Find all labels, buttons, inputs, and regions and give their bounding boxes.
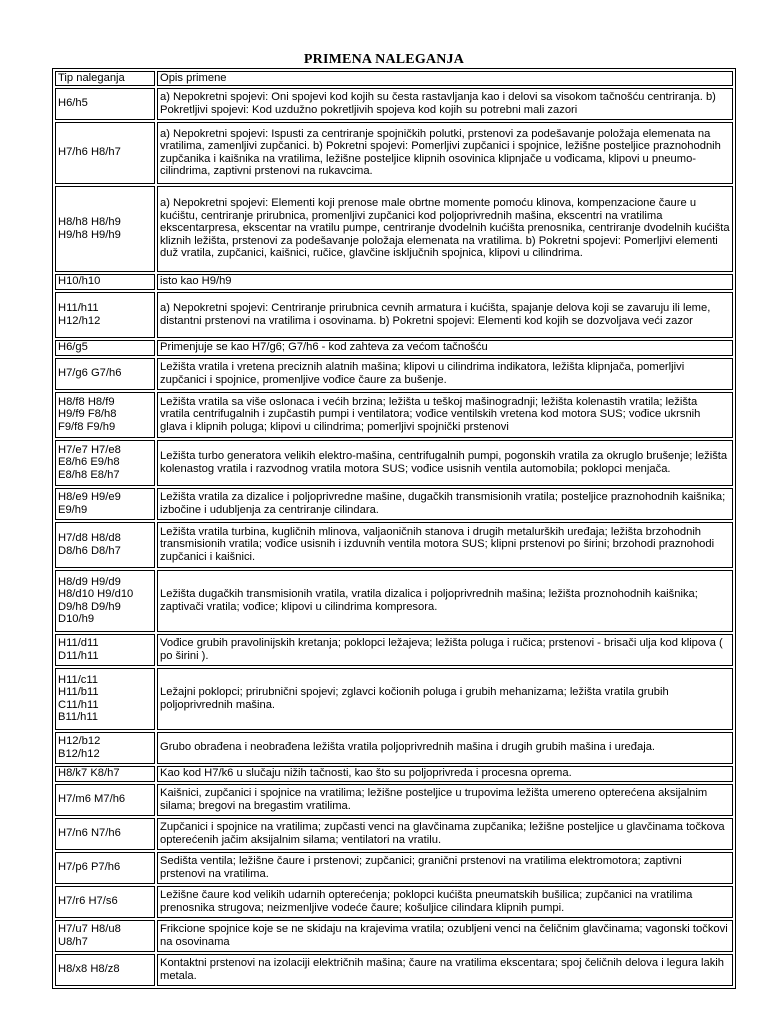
fit-type-cell: H10/h10 <box>55 274 155 290</box>
description-cell: Frikcione spojnice koje se ne skidaju na krajevima vratila; ozubljeni venci na čeličnim glavčinama; vagonski točkovi na osovinama <box>157 920 733 952</box>
description-cell: Ležišta turbo generatora velikih elektro-mašina, centrifugalnih pumpi, pogonskih vratila za okruglo brušenje; ležišta kolenastog vratila i razvodnog vratila motora SUS; vođice usisnih ventila automobila; poklopci menjača. <box>157 440 733 486</box>
table-row <box>55 358 733 390</box>
fit-type-cell: H7/e7 H7/e8 E8/h6 E9/h8 E8/h8 E8/h7 <box>55 440 155 486</box>
description-cell: a) Nepokretni spojevi: Elementi koji prenose male obrtne momente pomoću klinova, kompenzacione čaure u kućištu, centriranje prirubnica, promenljivi zupčanici kod poljoprivrednih mašina, ekscentri na vratilima ekscentarpresa, ekscentar na vratilu pumpe, centriranje dvodelnih kućišta prenosnika, centriranje dvodelnih kućišta kliznih ležišta, prstenovi za podešavanje položaja elemenata na vratilima. b) Pokretni spojevi: Pomerljivi elementi duž vratila, zupčanici, kaišnici, ručice, glavčine isključnih spojnica, klipovi u cilindrima. <box>157 186 733 272</box>
description-cell: Ležajni poklopci; prirubnični spojevi; zglavci kočionih poluga i grubih mehanizama; ležišta vratila grubih poljoprivrednih mašina. <box>157 668 733 730</box>
fit-type-cell: H7/u7 H8/u8 U8/h7 <box>55 920 155 952</box>
description-cell: Ležišta vratila za dizalice i poljoprivredne mašine, dugačkih transmisionih vratila; posteljice praznohodnih kaišnika; izbočine i udubljenja za centriranje cilindara. <box>157 488 733 520</box>
fit-type-cell: H11/d11 D11/h11 <box>55 634 155 666</box>
fit-type-cell: H8/f8 H8/f9 H9/f9 F8/h8 F9/f8 F9/h9 <box>55 392 155 438</box>
description-cell: Ležišta vratila sa više oslonaca i većih brzina; ležišta u teškoj mašinogradnji; ležišta kolenastih vratila; ležišta vratila centrifugalnih i zupčastih pumpi i ventilatora; vođice ventilskih vretena kod motora SUS; vođice ukrsnih glava i klipnih poluga; klipovi u cilindrima; pomerljivi spojnički prstenovi <box>157 392 733 438</box>
header-fit-type: Tip naleganja <box>55 71 155 86</box>
description-cell: Kontaktni prstenovi na izolaciji električnih mašina; čaure na vratilima ekscentara; spoj čeličnih delova i legura lakih metala. <box>157 954 733 986</box>
table-row <box>55 340 733 356</box>
page-title: PRIMENA NALEGANJA <box>303 52 465 67</box>
description-cell: a) Nepokretni spojevi: Centriranje prirubnica cevnih armatura i kućišta, spajanje delova koji se zavaruju ili leme, distantni prstenovi na vratilima i osovinama. b) Pokretni spojevi: Elementi kod kojih se dozvoljava veći zazor <box>157 292 733 338</box>
table-row <box>55 818 733 850</box>
description-cell: Ležišta vratila i vretena preciznih alatnih mašina; klipovi u cilindrima indikatora, ležišta klipnjača, pomerljivi zupčanici i spojnice, promenljive vođice čaure za bušenje. <box>157 358 733 390</box>
table-row <box>55 122 733 184</box>
fits-table-body <box>55 71 733 986</box>
table-row <box>55 954 733 986</box>
fit-type-cell: H6/g5 <box>55 340 155 356</box>
table-row <box>55 668 733 730</box>
description-cell: Ležišta dugačkih transmisionih vratila, vratila dizalica i poljoprivrednih mašina; ležišta proznohodnih kaišnika; zaptivači vratila; vođice; klipovi u cilindrima kompresora. <box>157 570 733 632</box>
description-cell: Vođice grubih pravolinijskih kretanja; poklopci ležajeva; ležišta poluga i ručica; prstenovi - brisači ulja kod klipova ( po širini ). <box>157 634 733 666</box>
description-cell: a) Nepokretni spojevi: Oni spojevi kod kojih su česta rastavljanja kao i delovi sa visokom tačnošću centriranja. b) Pokretljivi spojevi: Kod uzdužno pokretljivih spojeva kod kojih su potrebni mali zazori <box>157 88 733 120</box>
table-row <box>55 292 733 338</box>
fit-type-cell: H7/r6 H7/s6 <box>55 886 155 918</box>
table-row <box>55 570 733 632</box>
table-header-row <box>55 71 733 86</box>
table-row <box>55 784 733 816</box>
description-cell: Zupčanici i spojnice na vratilima; zupčasti venci na glavčinama zupčanika; ležišne posteljice u glavčinama točkova opterećenih jačim aksijalnim silama; ventilatori na vratilu. <box>157 818 733 850</box>
fit-type-cell: H7/g6 G7/h6 <box>55 358 155 390</box>
fit-type-cell: H11/h11 H12/h12 <box>55 292 155 338</box>
table-row <box>55 392 733 438</box>
description-cell: Sedišta ventila; ležišne čaure i prstenovi; zupčanici; granični prstenovi na vratilima elektromotora; zaptivni prstenovi na vratilima. <box>157 852 733 884</box>
fit-type-cell: H6/h5 <box>55 88 155 120</box>
fit-type-cell: H8/k7 K8/h7 <box>55 766 155 782</box>
description-cell: Kaišnici, zupčanici i spojnice na vratilima; ležišne posteljice u trupovima ležišta umereno opterećena aksijalnim silama; bregovi na bregastim vratilima. <box>157 784 733 816</box>
description-cell: a) Nepokretni spojevi: Ispusti za centriranje spojničkih polutki, prstenovi za podešavanje položaja elemenata na vratilima, zamenljivi zupčanici. b) Pokretni spojevi: Pomerljivi zupčanici i spojnice, ležišne posteljice praznohodnih zupčanika i kaišnika na vratilima, ležišne posteljice klipnih osovinica klipnjače u vođicama, klipovi u pneumo-cilindrima, zaptivni prstenovi na rukavcima. <box>157 122 733 184</box>
fit-type-cell: H12/b12 B12/h12 <box>55 732 155 764</box>
fit-type-cell: H8/h8 H8/h9 H9/h8 H9/h9 <box>55 186 155 272</box>
description-cell: isto kao H9/h9 <box>157 274 733 290</box>
fit-type-cell: H7/p6 P7/h6 <box>55 852 155 884</box>
table-row <box>55 886 733 918</box>
description-cell: Ležišne čaure kod velikih udarnih opterećenja; poklopci kućišta pneumatskih bušilica; zupčanici na vratilima prenosnika strugova; neizmenljive vodeće čaure; košuljice cilindara klipnih pumpi. <box>157 886 733 918</box>
table-row <box>55 920 733 952</box>
table-row <box>55 186 733 272</box>
table-row <box>55 440 733 486</box>
description-cell: Primenjuje se kao H7/g6; G7/h6 - kod zahteva za većom tačnošću <box>157 340 733 356</box>
table-row <box>55 88 733 120</box>
header-description: Opis primene <box>157 71 733 86</box>
fit-type-cell: H8/x8 H8/z8 <box>55 954 155 986</box>
table-row <box>55 522 733 568</box>
description-cell: Grubo obrađena i neobrađena ležišta vratila poljoprivrednih mašina i drugih grubih mašina i uređaja. <box>157 732 733 764</box>
table-row <box>55 852 733 884</box>
fits-table <box>52 68 736 989</box>
table-row <box>55 634 733 666</box>
description-cell: Ležišta vratila turbina, kugličnih mlinova, valjaoničnih stanova i drugih metalurških uređaja; ležišta brzohodnih transmisionih vratila; vođice usisnih i izduvnih ventila motora SUS; klipni prstenovi po širini; brzohodi praznohodi zupčanici i kaišnici. <box>157 522 733 568</box>
fit-type-cell: H7/h6 H8/h7 <box>55 122 155 184</box>
table-row <box>55 766 733 782</box>
fit-type-cell: H7/m6 M7/h6 <box>55 784 155 816</box>
table-row <box>55 488 733 520</box>
fit-type-cell: H7/d8 H8/d8 D8/h6 D8/h7 <box>55 522 155 568</box>
fit-type-cell: H11/c11 H11/b11 C11/h11 B11/h11 <box>55 668 155 730</box>
fit-type-cell: H8/e9 H9/e9 E9/h9 <box>55 488 155 520</box>
table-row <box>55 274 733 290</box>
table-row <box>55 732 733 764</box>
fit-type-cell: H8/d9 H9/d9 H8/d10 H9/d10 D9/h8 D9/h9 D10/h9 <box>55 570 155 632</box>
description-cell: Kao kod H7/k6 u slučaju nižih tačnosti, kao što su poljoprivreda i procesna oprema. <box>157 766 733 782</box>
fit-type-cell: H7/n6 N7/h6 <box>55 818 155 850</box>
